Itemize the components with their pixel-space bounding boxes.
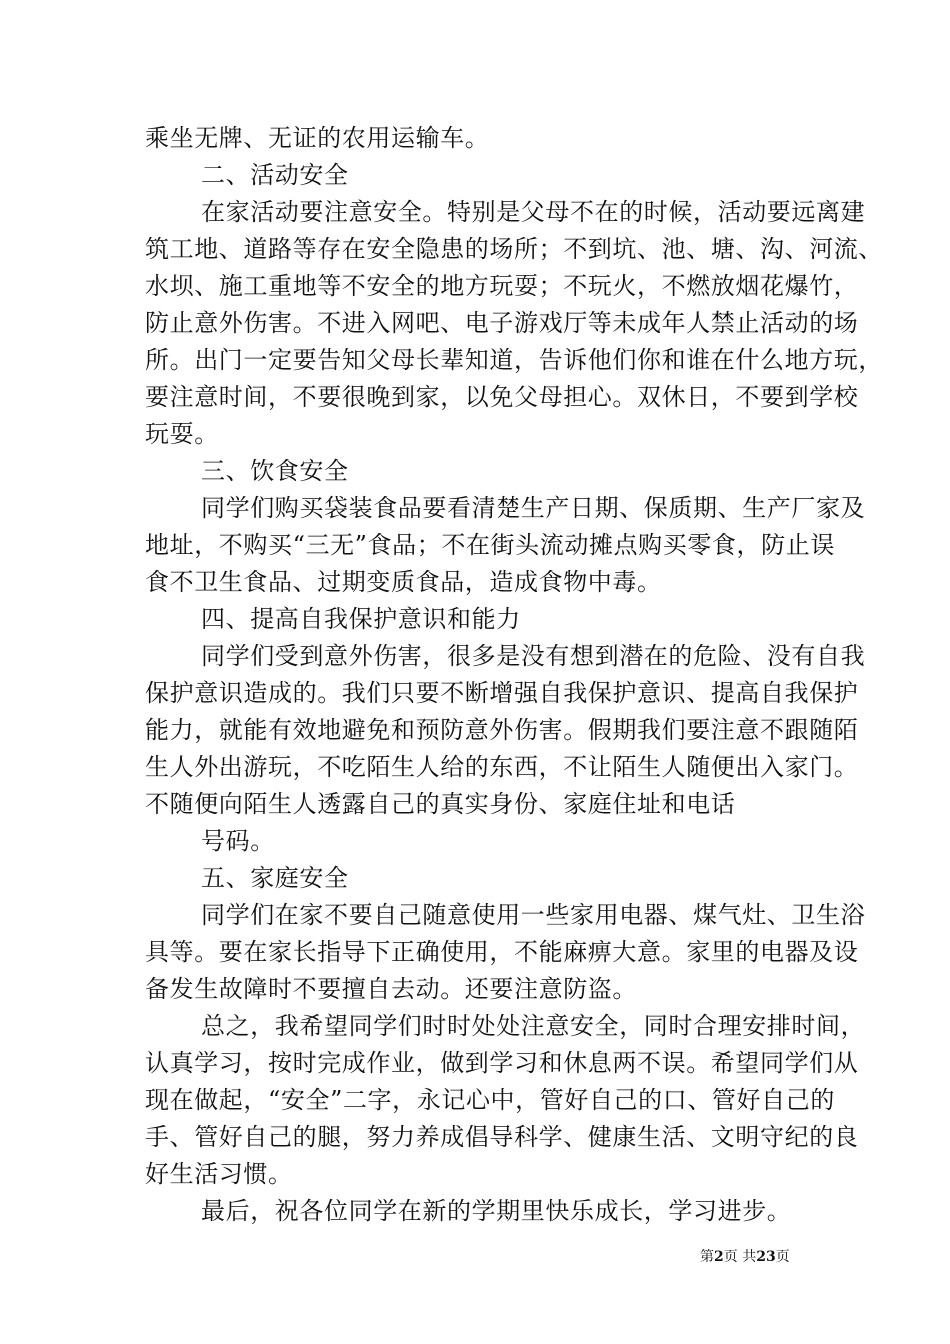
text-line: 地址，不购买“三无”食品；不在街头流动摊点购买零食，防止误 <box>145 531 835 559</box>
text-line: 筑工地、道路等存在安全隐患的场所；不到坑、池、塘、沟、河流、 <box>145 235 883 263</box>
text-line: 同学们在家不要自己随意使用一些家用电器、煤气灶、卫生浴 <box>201 901 866 929</box>
section-heading-food-safety: 三、饮食安全 <box>201 457 349 485</box>
text-line: 不随便向陌生人透露自己的真实身份、家庭住址和电话 <box>145 790 736 818</box>
text-line: 生人外出游玩，不吃陌生人给的东西，不让陌生人随便出入家门。 <box>145 753 859 781</box>
text-line: 能力，就能有效地避免和预防意外伤害。假期我们要注意不跟随陌 <box>145 716 859 744</box>
text-line: 保护意识造成的。我们只要不断增强自我保护意识、提高自我保护 <box>145 679 859 707</box>
text-line: 现在做起，“安全”二字，永记心中，管好自己的口、管好自己的 <box>145 1086 835 1114</box>
text-line: 总之，我希望同学们时时处处注意安全，同时合理安排时间， <box>201 1012 866 1040</box>
text-line: 号码。 <box>201 827 275 855</box>
page-footer <box>700 1248 790 1266</box>
text-line: 好生活习惯。 <box>145 1160 293 1188</box>
current-page-number: 2 <box>714 1249 724 1265</box>
footer-middle: 页 共 <box>723 1249 757 1265</box>
text-line: 食不卫生食品、过期变质食品，造成食物中毒。 <box>145 568 662 596</box>
total-page-count: 23 <box>756 1249 776 1265</box>
section-heading-self-protection: 四、提高自我保护意识和能力 <box>201 605 521 633</box>
text-line: 在家活动要注意安全。特别是父母不在的时候，活动要远离建 <box>201 198 866 226</box>
text-line: 所。出门一定要告知父母长辈知道，告诉他们你和谁在什么地方玩， <box>145 346 883 374</box>
text-line: 最后，祝各位同学在新的学期里快乐成长，学习进步。 <box>201 1197 792 1225</box>
text-line: 同学们受到意外伤害，很多是没有想到潜在的危险、没有自我 <box>201 642 866 670</box>
text-line: 乘坐无牌、无证的农用运输车。 <box>145 124 490 152</box>
text-line: 具等。要在家长指导下正确使用，不能麻痹大意。家里的电器及设 <box>145 938 859 966</box>
text-line: 要注意时间，不要很晚到家，以免父母担心。双休日，不要到学校 <box>145 383 859 411</box>
footer-prefix: 第 <box>700 1249 714 1265</box>
text-line: 备发生故障时不要擅自去动。还要注意防盗。 <box>145 975 637 1003</box>
text-line: 同学们购买袋装食品要看清楚生产日期、保质期、生产厂家及 <box>201 494 866 522</box>
section-heading-activity-safety: 二、活动安全 <box>201 161 349 189</box>
text-line: 手、管好自己的腿，努力养成倡导科学、健康生活、文明守纪的良 <box>145 1123 859 1151</box>
section-heading-home-safety: 五、家庭安全 <box>201 864 349 892</box>
footer-suffix: 页 <box>775 1249 790 1265</box>
text-line: 水坝、施工重地等不安全的地方玩耍；不玩火，不燃放烟花爆竹， <box>145 272 859 300</box>
text-line: 玩耍。 <box>145 420 219 448</box>
text-line: 防止意外伤害。不进入网吧、电子游戏厅等未成年人禁止活动的场 <box>145 309 859 337</box>
text-line: 认真学习，按时完成作业，做到学习和休息两不误。希望同学们从 <box>145 1049 859 1077</box>
